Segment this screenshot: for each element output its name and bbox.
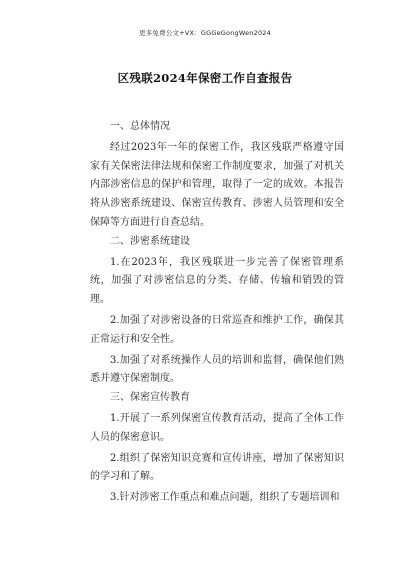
paragraph-education-3: 3.针对涉密工作重点和难点问题，组织了专题培训和 xyxy=(110,492,340,504)
paragraph-education-2: 2.组织了保密知识竞赛和宣传讲座，增加了保密知识的学习和了解。 xyxy=(90,452,344,483)
paragraph-system-1: 1.在2023年，我区残联进一步完善了保密管理系统，加强了对涉密信息的分类、存储、传输和销毁的管理。 xyxy=(90,256,344,306)
paragraph-overview: 经过2023年一年的保密工作，我区残联严格遵守国家有关保密法律法规和保密工作制度要求，加强了对机关内部涉密信息的保护和管理，取得了一定的成效。本报告将从涉密系统建设、保密宣传教育、涉密人员管理和安全保障等方面进行自查总结。 xyxy=(90,141,344,228)
document-title: 区残联2024年保密工作自查报告 xyxy=(117,71,293,85)
header-note: 更多免费公文+VX：GGGeGongWen2024 xyxy=(139,29,271,37)
section-heading-education: 三、保密宣传教育 xyxy=(110,392,190,404)
section-heading-system: 二、涉密系统建设 xyxy=(110,235,190,247)
paragraph-education-1: 1.开展了一系列保密宣传教育活动，提高了全体工作人员的保密意识。 xyxy=(90,412,344,443)
document-body xyxy=(90,118,344,508)
section-heading-overview: 一、总体情况 xyxy=(110,121,170,132)
paragraph-system-2: 2.加强了对涉密设备的日常巡查和维护工作，确保其正常运行和安全性。 xyxy=(90,314,344,345)
paragraph-system-3: 3.加强了对系统操作人员的培训和监督，确保他们熟悉并遵守保密制度。 xyxy=(90,354,344,385)
